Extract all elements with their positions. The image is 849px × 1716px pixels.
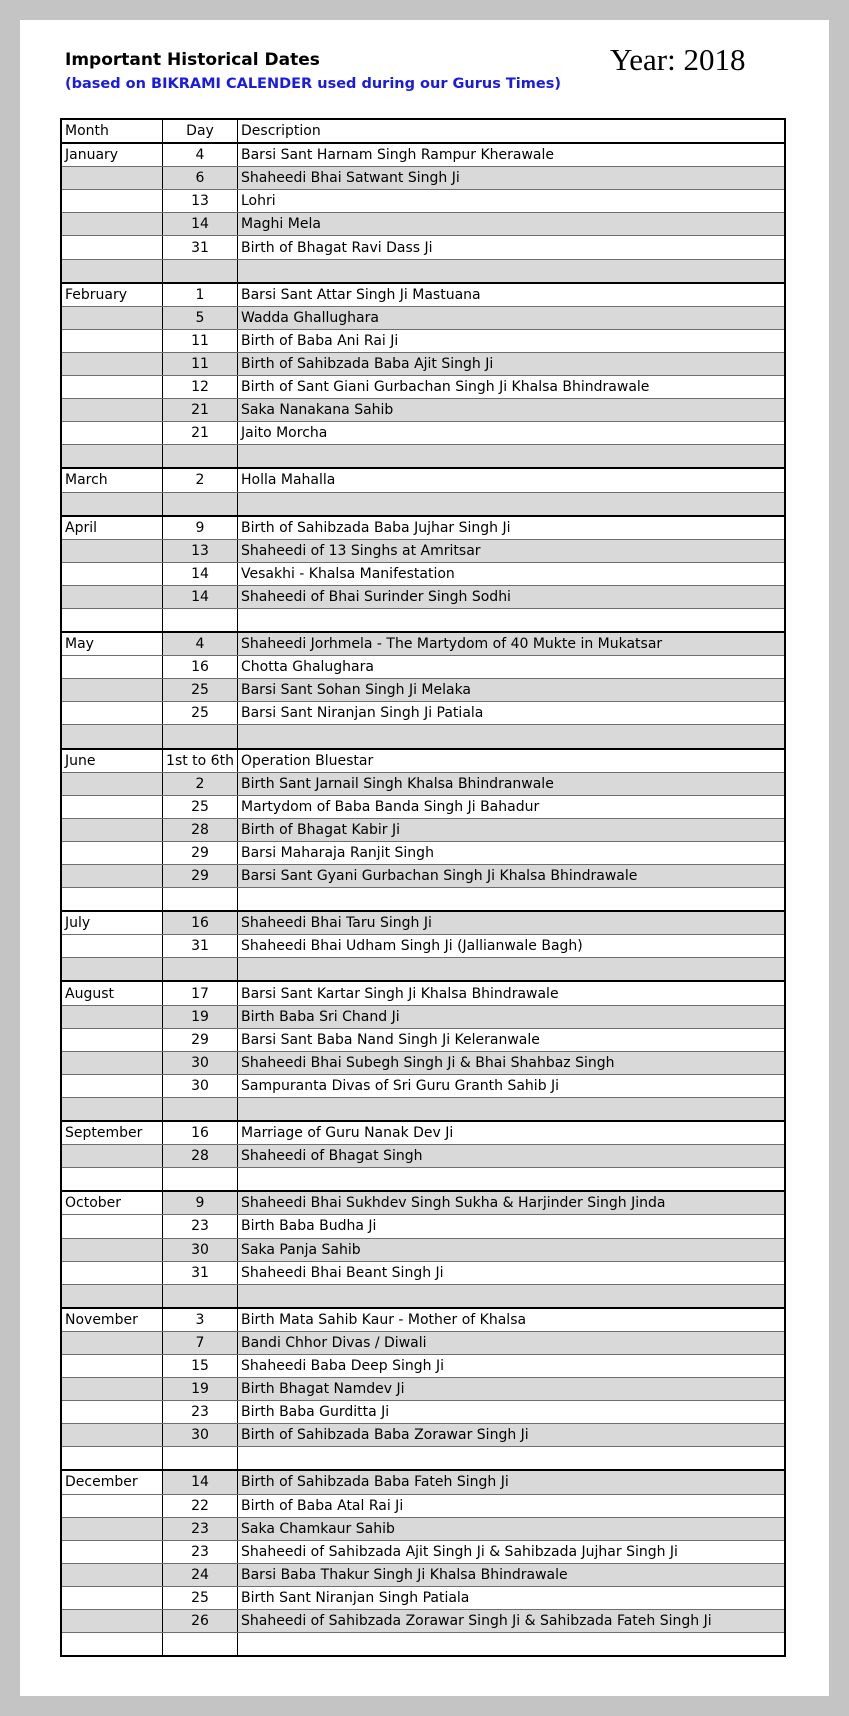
- month-cell-empty: [61, 213, 163, 236]
- description-cell: Barsi Sant Niranjan Singh Ji Patiala: [238, 702, 786, 725]
- table-row: [61, 865, 785, 888]
- month-cell-empty: [61, 306, 163, 329]
- day-cell: 28: [163, 1145, 238, 1168]
- table-header-row: [61, 119, 785, 143]
- day-cell: 19: [163, 1378, 238, 1401]
- table-row: [61, 213, 785, 236]
- table-row: [61, 1005, 785, 1028]
- month-cell-empty: [61, 1494, 163, 1517]
- description-cell-empty: [238, 725, 786, 749]
- table-row: [61, 306, 785, 329]
- table-row: [61, 1517, 785, 1540]
- table-row: [61, 1470, 785, 1494]
- day-cell: 14: [163, 1470, 238, 1494]
- month-cell-empty: [61, 562, 163, 585]
- day-cell: 26: [163, 1610, 238, 1633]
- day-cell: 25: [163, 795, 238, 818]
- table-row: [61, 1308, 785, 1332]
- day-cell-empty: [163, 259, 238, 283]
- description-cell-empty: [238, 445, 786, 469]
- table-row: [61, 1494, 785, 1517]
- day-cell: 23: [163, 1215, 238, 1238]
- month-cell: February: [61, 283, 163, 307]
- description-cell: Barsi Sant Attar Singh Ji Mastuana: [238, 283, 786, 307]
- month-cell-empty: [61, 445, 163, 469]
- table-row: [61, 1215, 785, 1238]
- day-cell: 29: [163, 1028, 238, 1051]
- day-cell: 30: [163, 1051, 238, 1074]
- month-cell: July: [61, 911, 163, 935]
- day-cell: 7: [163, 1331, 238, 1354]
- day-cell: 19: [163, 1005, 238, 1028]
- day-cell: 2: [163, 772, 238, 795]
- month-cell-empty: [61, 1540, 163, 1563]
- month-cell-empty: [61, 1424, 163, 1447]
- day-cell-empty: [163, 888, 238, 912]
- description-cell: Birth Sant Jarnail Singh Khalsa Bhindranwale: [238, 772, 786, 795]
- description-cell-empty: [238, 958, 786, 982]
- day-cell: 16: [163, 1121, 238, 1145]
- spacer-row: [61, 608, 785, 632]
- day-cell: 21: [163, 399, 238, 422]
- description-cell: Holla Mahalla: [238, 468, 786, 492]
- day-cell: 15: [163, 1354, 238, 1377]
- month-cell-empty: [61, 167, 163, 190]
- description-cell: Operation Bluestar: [238, 749, 786, 773]
- table-row: [61, 167, 785, 190]
- description-cell: Birth of Sant Giani Gurbachan Singh Ji Khalsa Bhindrawale: [238, 376, 786, 399]
- description-cell: Birth of Bhagat Kabir Ji: [238, 818, 786, 841]
- description-cell-empty: [238, 1168, 786, 1192]
- description-cell: Shaheedi of Bhai Surinder Singh Sodhi: [238, 585, 786, 608]
- table-row: [61, 585, 785, 608]
- description-cell: Vesakhi - Khalsa Manifestation: [238, 562, 786, 585]
- month-cell-empty: [61, 679, 163, 702]
- month-cell-empty: [61, 1447, 163, 1471]
- spacer-row: [61, 1447, 785, 1471]
- month-cell: April: [61, 516, 163, 540]
- description-cell-empty: [238, 1447, 786, 1471]
- description-cell: Birth of Sahibzada Baba Ajit Singh Ji: [238, 352, 786, 375]
- table-row: [61, 1261, 785, 1284]
- table-row: [61, 539, 785, 562]
- column-header-day: Day: [163, 119, 238, 143]
- month-cell-empty: [61, 1215, 163, 1238]
- description-cell: Martydom of Baba Banda Singh Ji Bahadur: [238, 795, 786, 818]
- description-cell: Birth Baba Budha Ji: [238, 1215, 786, 1238]
- spacer-row: [61, 1284, 785, 1308]
- month-cell-empty: [61, 585, 163, 608]
- day-cell: 23: [163, 1540, 238, 1563]
- table-row: [61, 1331, 785, 1354]
- month-cell-empty: [61, 1563, 163, 1586]
- description-cell: Birth Bhagat Namdev Ji: [238, 1378, 786, 1401]
- month-cell-empty: [61, 725, 163, 749]
- day-cell-empty: [163, 492, 238, 516]
- dates-table-body: [61, 143, 785, 1656]
- description-cell-empty: [238, 1097, 786, 1121]
- day-cell: 23: [163, 1401, 238, 1424]
- table-row: [61, 1540, 785, 1563]
- table-row: [61, 702, 785, 725]
- month-cell-empty: [61, 190, 163, 213]
- day-cell: 1: [163, 283, 238, 307]
- table-row: [61, 935, 785, 958]
- description-cell: Birth of Sahibzada Baba Fateh Singh Ji: [238, 1470, 786, 1494]
- spacer-row: [61, 445, 785, 469]
- table-row: [61, 236, 785, 259]
- day-cell: 31: [163, 935, 238, 958]
- month-cell-empty: [61, 399, 163, 422]
- day-cell: 30: [163, 1074, 238, 1097]
- spacer-row: [61, 725, 785, 749]
- spacer-row: [61, 888, 785, 912]
- month-cell-empty: [61, 352, 163, 375]
- description-cell: Barsi Sant Kartar Singh Ji Khalsa Bhindrawale: [238, 981, 786, 1005]
- month-cell-empty: [61, 772, 163, 795]
- table-row: [61, 329, 785, 352]
- description-cell: Barsi Baba Thakur Singh Ji Khalsa Bhindrawale: [238, 1563, 786, 1586]
- table-row: [61, 1145, 785, 1168]
- description-cell: Shaheedi of Sahibzada Ajit Singh Ji & Sahibzada Jujhar Singh Ji: [238, 1540, 786, 1563]
- day-cell: 28: [163, 818, 238, 841]
- day-cell: 4: [163, 143, 238, 167]
- day-cell: 14: [163, 585, 238, 608]
- month-cell: June: [61, 749, 163, 773]
- spacer-row: [61, 492, 785, 516]
- day-cell: 13: [163, 190, 238, 213]
- day-cell: 16: [163, 656, 238, 679]
- day-cell: 23: [163, 1517, 238, 1540]
- month-cell-empty: [61, 888, 163, 912]
- column-header-month: Month: [61, 119, 163, 143]
- description-cell-empty: [238, 1284, 786, 1308]
- day-cell-empty: [163, 1284, 238, 1308]
- day-cell: 17: [163, 981, 238, 1005]
- description-cell: Shaheedi Bhai Taru Singh Ji: [238, 911, 786, 935]
- table-row: [61, 772, 785, 795]
- description-cell: Birth of Sahibzada Baba Zorawar Singh Ji: [238, 1424, 786, 1447]
- month-cell-empty: [61, 1261, 163, 1284]
- table-row: [61, 1028, 785, 1051]
- table-row: [61, 911, 785, 935]
- description-cell: Birth of Bhagat Ravi Dass Ji: [238, 236, 786, 259]
- day-cell-empty: [163, 1633, 238, 1657]
- table-row: [61, 516, 785, 540]
- month-cell-empty: [61, 818, 163, 841]
- month-cell-empty: [61, 1517, 163, 1540]
- month-cell-empty: [61, 422, 163, 445]
- description-cell: Jaito Morcha: [238, 422, 786, 445]
- description-cell: Barsi Sant Gyani Gurbachan Singh Ji Khalsa Bhindrawale: [238, 865, 786, 888]
- month-cell-empty: [61, 1354, 163, 1377]
- table-row: [61, 422, 785, 445]
- table-row: [61, 656, 785, 679]
- day-cell-empty: [163, 958, 238, 982]
- day-cell: 14: [163, 213, 238, 236]
- description-cell: Birth of Sahibzada Baba Jujhar Singh Ji: [238, 516, 786, 540]
- day-cell: 1st to 6th: [163, 749, 238, 773]
- day-cell: 29: [163, 841, 238, 864]
- description-cell: Saka Nanakana Sahib: [238, 399, 786, 422]
- description-cell: Birth Mata Sahib Kaur - Mother of Khalsa: [238, 1308, 786, 1332]
- month-cell-empty: [61, 608, 163, 632]
- day-cell: 30: [163, 1424, 238, 1447]
- spacer-row: [61, 958, 785, 982]
- description-cell: Barsi Sant Baba Nand Singh Ji Keleranwale: [238, 1028, 786, 1051]
- description-cell: Birth Sant Niranjan Singh Patiala: [238, 1586, 786, 1609]
- month-cell-empty: [61, 1074, 163, 1097]
- spacer-row: [61, 259, 785, 283]
- month-cell-empty: [61, 1005, 163, 1028]
- month-cell-empty: [61, 376, 163, 399]
- day-cell: 21: [163, 422, 238, 445]
- table-row: [61, 1424, 785, 1447]
- page-subtitle: (based on BIKRAMI CALENDER used during our Gurus Times): [65, 76, 561, 92]
- day-cell: 11: [163, 352, 238, 375]
- day-cell: 29: [163, 865, 238, 888]
- day-cell: 25: [163, 679, 238, 702]
- month-cell-empty: [61, 935, 163, 958]
- description-cell: Saka Panja Sahib: [238, 1238, 786, 1261]
- day-cell-empty: [163, 608, 238, 632]
- table-row: [61, 352, 785, 375]
- month-cell: May: [61, 632, 163, 656]
- table-row: [61, 1610, 785, 1633]
- description-cell: Shaheedi of Sahibzada Zorawar Singh Ji & Sahibzada Fateh Singh Ji: [238, 1610, 786, 1633]
- day-cell: 16: [163, 911, 238, 935]
- column-header-description: Description: [238, 119, 786, 143]
- table-row: [61, 283, 785, 307]
- day-cell-empty: [163, 1097, 238, 1121]
- table-row: [61, 1051, 785, 1074]
- description-cell: Birth Baba Gurditta Ji: [238, 1401, 786, 1424]
- spacer-row: [61, 1168, 785, 1192]
- month-cell: October: [61, 1191, 163, 1215]
- table-row: [61, 818, 785, 841]
- month-cell: December: [61, 1470, 163, 1494]
- table-row: [61, 1378, 785, 1401]
- month-cell-empty: [61, 1633, 163, 1657]
- month-cell-empty: [61, 1284, 163, 1308]
- day-cell-empty: [163, 1447, 238, 1471]
- month-cell-empty: [61, 236, 163, 259]
- description-cell: Shaheedi Baba Deep Singh Ji: [238, 1354, 786, 1377]
- description-cell: Bandi Chhor Divas / Diwali: [238, 1331, 786, 1354]
- description-cell: Birth of Baba Atal Rai Ji: [238, 1494, 786, 1517]
- month-cell-empty: [61, 1145, 163, 1168]
- day-cell: 30: [163, 1238, 238, 1261]
- month-cell-empty: [61, 1401, 163, 1424]
- month-cell-empty: [61, 958, 163, 982]
- table-row: [61, 376, 785, 399]
- day-cell: 11: [163, 329, 238, 352]
- month-cell: August: [61, 981, 163, 1005]
- day-cell: 2: [163, 468, 238, 492]
- table-row: [61, 632, 785, 656]
- description-cell: Shaheedi of 13 Singhs at Amritsar: [238, 539, 786, 562]
- day-cell: 31: [163, 236, 238, 259]
- description-cell: Shaheedi of Bhagat Singh: [238, 1145, 786, 1168]
- month-cell-empty: [61, 1238, 163, 1261]
- month-cell-empty: [61, 1586, 163, 1609]
- description-cell: Shaheedi Bhai Satwant Singh Ji: [238, 167, 786, 190]
- table-row: [61, 1121, 785, 1145]
- day-cell-empty: [163, 445, 238, 469]
- month-cell-empty: [61, 795, 163, 818]
- month-cell-empty: [61, 865, 163, 888]
- month-cell-empty: [61, 702, 163, 725]
- description-cell: Barsi Maharaja Ranjit Singh: [238, 841, 786, 864]
- table-row: [61, 399, 785, 422]
- month-cell: January: [61, 143, 163, 167]
- description-cell: Marriage of Guru Nanak Dev Ji: [238, 1121, 786, 1145]
- day-cell: 6: [163, 167, 238, 190]
- day-cell: 25: [163, 1586, 238, 1609]
- day-cell: 12: [163, 376, 238, 399]
- day-cell-empty: [163, 1168, 238, 1192]
- description-cell-empty: [238, 608, 786, 632]
- day-cell: 9: [163, 1191, 238, 1215]
- description-cell: Maghi Mela: [238, 213, 786, 236]
- month-cell-empty: [61, 539, 163, 562]
- table-row: [61, 841, 785, 864]
- day-cell: 14: [163, 562, 238, 585]
- description-cell: Shaheedi Bhai Udham Singh Ji (Jallianwale Bagh): [238, 935, 786, 958]
- dates-table: [60, 118, 786, 1657]
- year-label: Year: 2018: [610, 42, 746, 77]
- month-cell-empty: [61, 1378, 163, 1401]
- table-row: [61, 1191, 785, 1215]
- month-cell: March: [61, 468, 163, 492]
- table-row: [61, 143, 785, 167]
- month-cell: September: [61, 1121, 163, 1145]
- day-cell: 3: [163, 1308, 238, 1332]
- month-cell-empty: [61, 656, 163, 679]
- table-row: [61, 1563, 785, 1586]
- description-cell: Wadda Ghallughara: [238, 306, 786, 329]
- description-cell-empty: [238, 259, 786, 283]
- day-cell: 31: [163, 1261, 238, 1284]
- month-cell-empty: [61, 1028, 163, 1051]
- table-row: [61, 190, 785, 213]
- table-row: [61, 1354, 785, 1377]
- table-row: [61, 679, 785, 702]
- description-cell: Sampuranta Divas of Sri Guru Granth Sahib Ji: [238, 1074, 786, 1097]
- day-cell: 22: [163, 1494, 238, 1517]
- spacer-row: [61, 1097, 785, 1121]
- description-cell: Birth of Baba Ani Rai Ji: [238, 329, 786, 352]
- description-cell: Birth Baba Sri Chand Ji: [238, 1005, 786, 1028]
- table-row: [61, 749, 785, 773]
- description-cell-empty: [238, 1633, 786, 1657]
- month-cell-empty: [61, 1331, 163, 1354]
- description-cell: Barsi Sant Sohan Singh Ji Melaka: [238, 679, 786, 702]
- description-cell: Barsi Sant Harnam Singh Rampur Kherawale: [238, 143, 786, 167]
- day-cell: 5: [163, 306, 238, 329]
- table-row: [61, 981, 785, 1005]
- day-cell: 25: [163, 702, 238, 725]
- document-page: [20, 20, 829, 1696]
- table-row: [61, 1238, 785, 1261]
- description-cell: Saka Chamkaur Sahib: [238, 1517, 786, 1540]
- description-cell: Shaheedi Jorhmela - The Martydom of 40 Mukte in Mukatsar: [238, 632, 786, 656]
- table-row: [61, 795, 785, 818]
- spacer-row: [61, 1633, 785, 1657]
- table-row: [61, 1586, 785, 1609]
- month-cell-empty: [61, 1097, 163, 1121]
- day-cell: 13: [163, 539, 238, 562]
- day-cell: 4: [163, 632, 238, 656]
- day-cell-empty: [163, 725, 238, 749]
- day-cell: 24: [163, 1563, 238, 1586]
- description-cell-empty: [238, 888, 786, 912]
- table-row: [61, 1074, 785, 1097]
- description-cell: Shaheedi Bhai Sukhdev Singh Sukha & Harjinder Singh Jinda: [238, 1191, 786, 1215]
- month-cell-empty: [61, 1051, 163, 1074]
- month-cell-empty: [61, 841, 163, 864]
- description-cell: Shaheedi Bhai Subegh Singh Ji & Bhai Shahbaz Singh: [238, 1051, 786, 1074]
- day-cell: 9: [163, 516, 238, 540]
- description-cell-empty: [238, 492, 786, 516]
- month-cell-empty: [61, 259, 163, 283]
- month-cell-empty: [61, 329, 163, 352]
- description-cell: Lohri: [238, 190, 786, 213]
- table-row: [61, 1401, 785, 1424]
- month-cell: November: [61, 1308, 163, 1332]
- table-row: [61, 562, 785, 585]
- month-cell-empty: [61, 1610, 163, 1633]
- page-title: Important Historical Dates: [65, 50, 320, 70]
- description-cell: Chotta Ghalughara: [238, 656, 786, 679]
- month-cell-empty: [61, 492, 163, 516]
- table-row: [61, 468, 785, 492]
- month-cell-empty: [61, 1168, 163, 1192]
- description-cell: Shaheedi Bhai Beant Singh Ji: [238, 1261, 786, 1284]
